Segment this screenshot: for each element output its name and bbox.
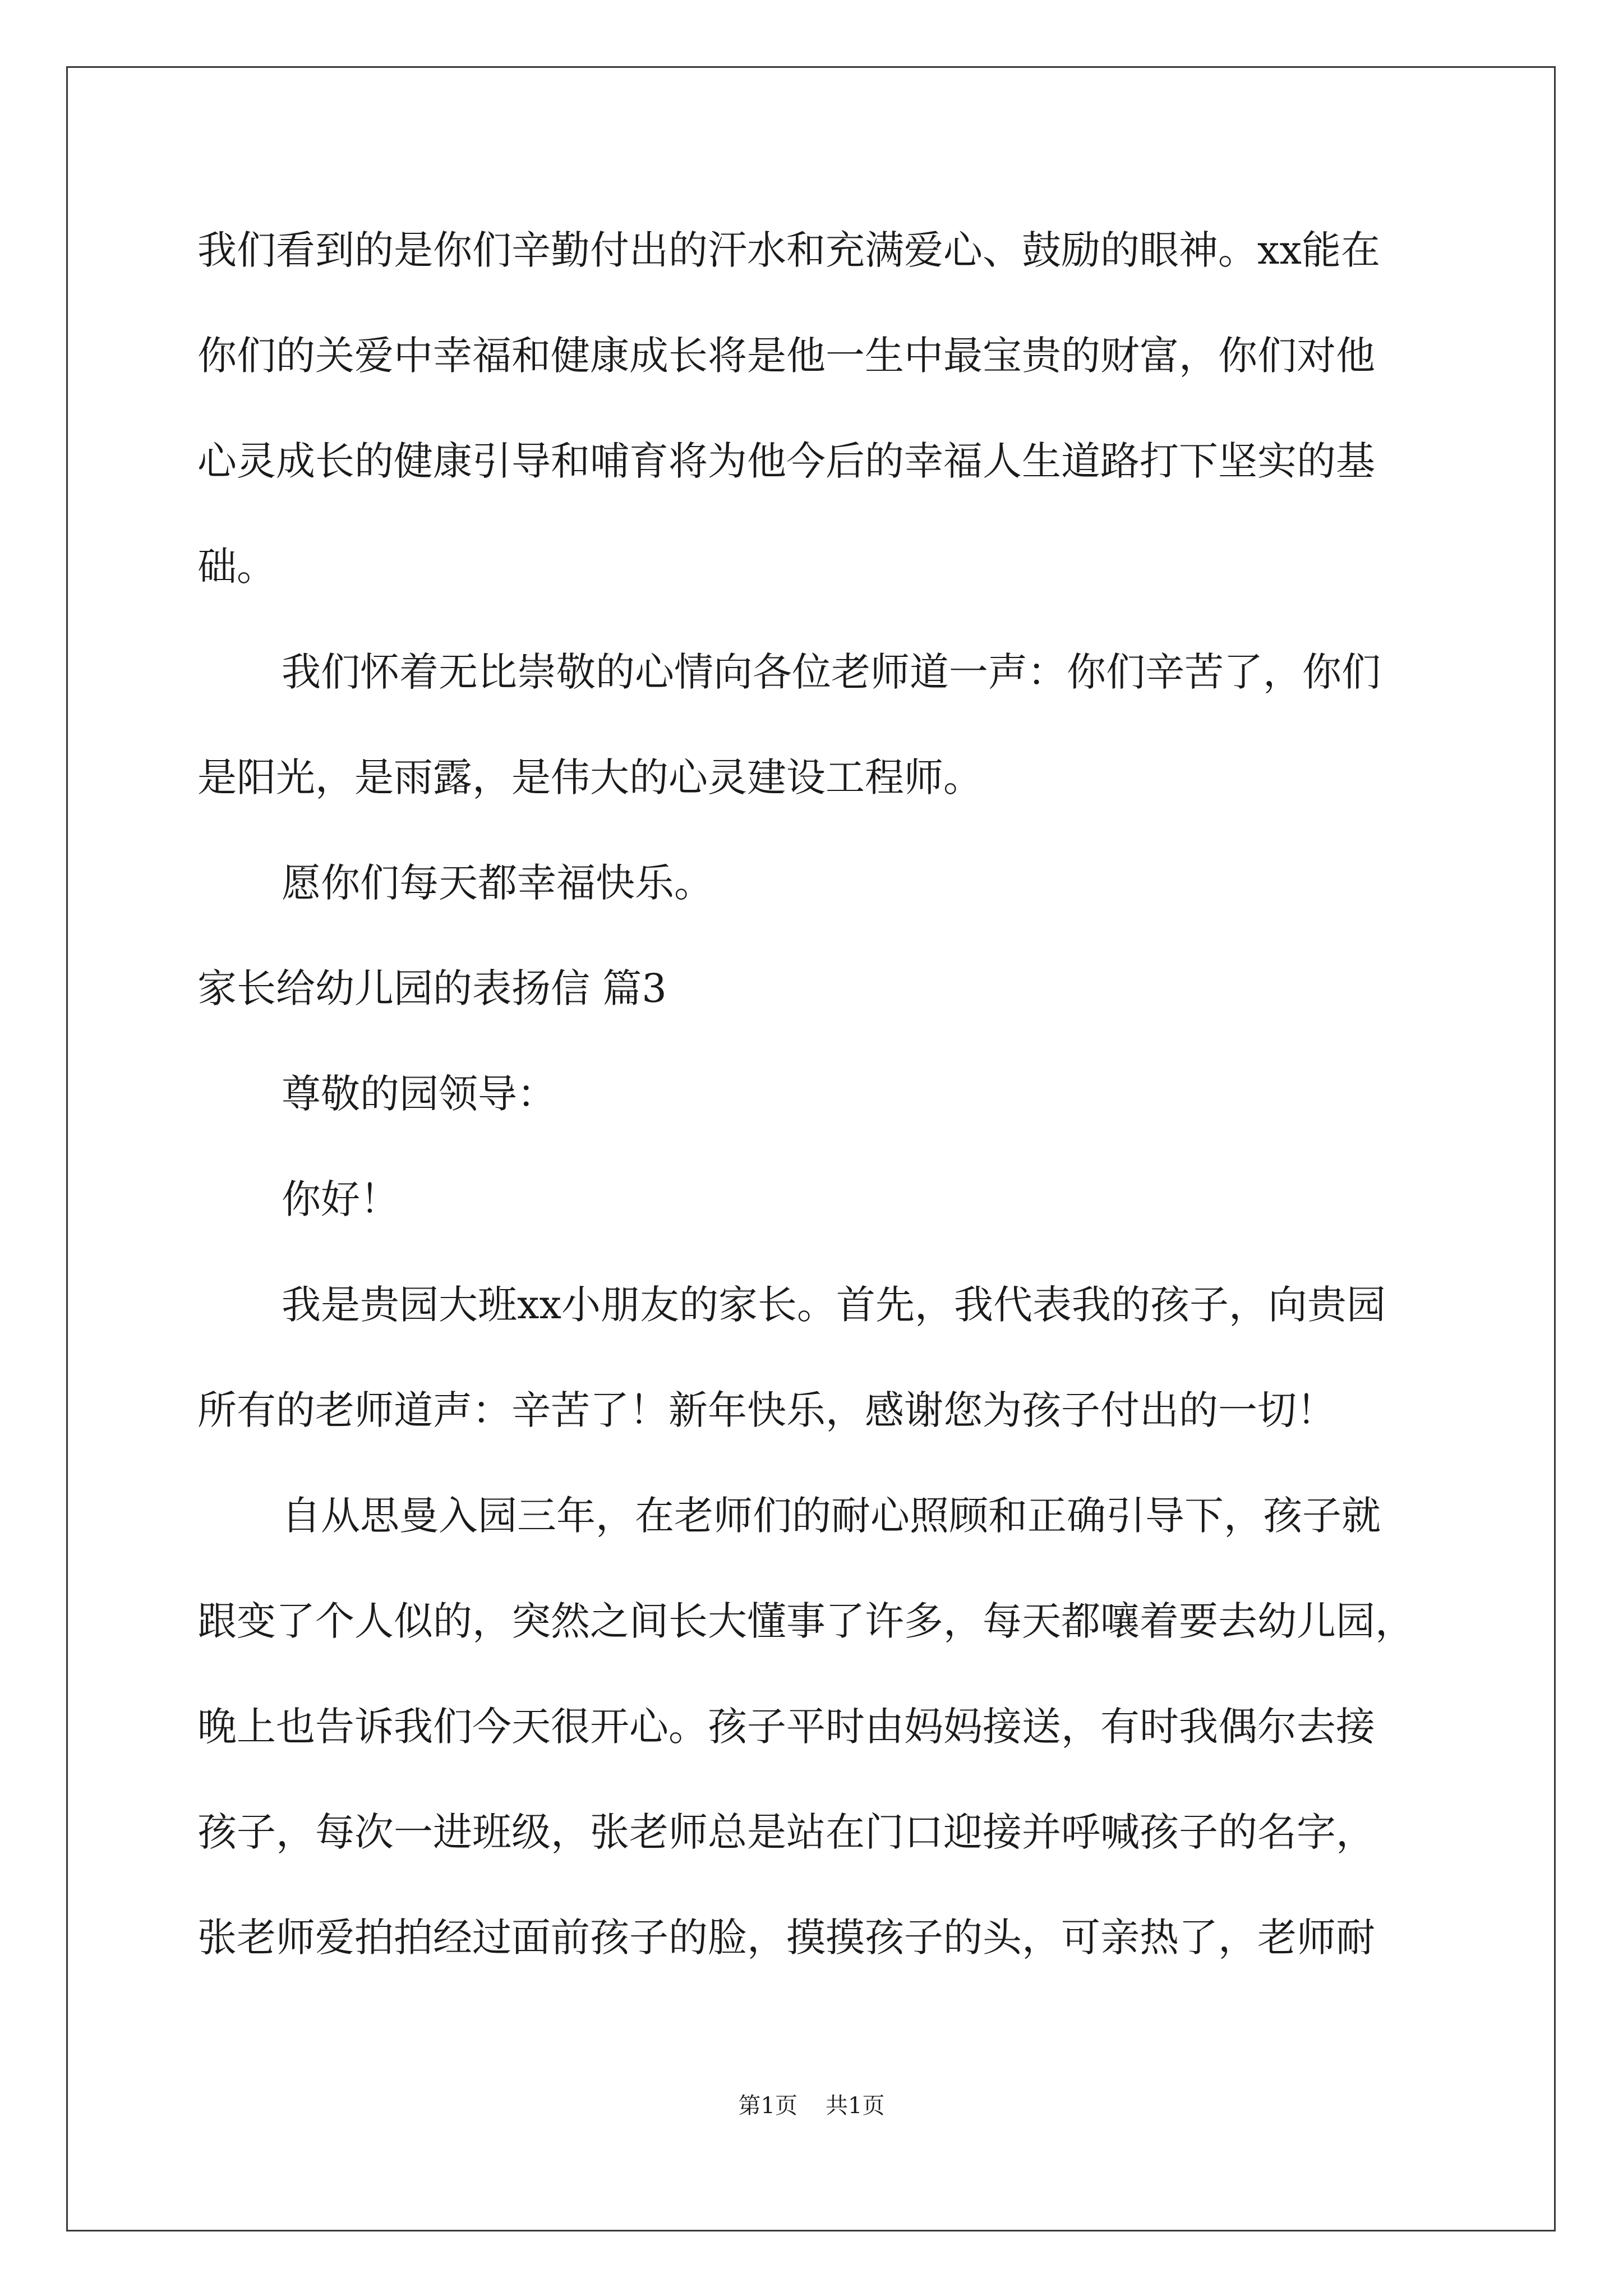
paragraph-line: 你们的关爱中幸福和健康成长将是他一生中最宝贵的财富，你们对他: [197, 333, 1375, 379]
paragraph-line: 我是贵园大班xx小朋友的家长。首先，我代表我的孩子，向贵园: [282, 1282, 1386, 1328]
paragraph-line: 础。: [197, 544, 276, 590]
page-number-current: 第1页: [738, 2093, 797, 2119]
paragraph-line: 所有的老师道声：辛苦了！新年快乐，感谢您为孩子付出的一切！: [197, 1387, 1336, 1433]
paragraph-line: 晚上也告诉我们今天很开心。孩子平时由妈妈接送，有时我偶尔去接: [197, 1704, 1375, 1750]
paragraph-line: 自从思曼入园三年，在老师们的耐心照顾和正确引导下，孩子就: [282, 1493, 1381, 1539]
section-heading: 家长给幼儿园的表扬信 篇3: [197, 965, 667, 1011]
paragraph-line: 跟变了个人似的，突然之间长大懂事了许多，每天都嚷着要去幼儿园，: [197, 1598, 1414, 1644]
document-body: [197, 197, 1431, 1990]
paragraph-line: 愿你们每天都幸福快乐。: [282, 860, 713, 906]
paragraph-line: 是阳光，是雨露，是伟大的心灵建设工程师。: [197, 754, 983, 800]
page-number-total: 共1页: [826, 2093, 885, 2119]
paragraph-line: 我们看到的是你们辛勤付出的汗水和充满爱心、鼓励的眼神。xx能在: [197, 227, 1380, 273]
page-footer: [0, 2088, 1623, 2120]
paragraph-line: 张老师爱拍拍经过面前孩子的脸，摸摸孩子的头，可亲热了，老师耐: [197, 1915, 1375, 1961]
greeting: 你好！: [282, 1176, 399, 1222]
paragraph-line: 心灵成长的健康引导和哺育将为他今后的幸福人生道路打下坚实的基: [197, 438, 1375, 484]
paragraph-line: 我们怀着无比崇敬的心情向各位老师道一声：你们辛苦了，你们: [282, 649, 1381, 695]
salutation: 尊敬的园领导：: [282, 1071, 556, 1117]
paragraph-line: 孩子，每次一进班级，张老师总是站在门口迎接并呼喊孩子的名字，: [197, 1809, 1375, 1855]
